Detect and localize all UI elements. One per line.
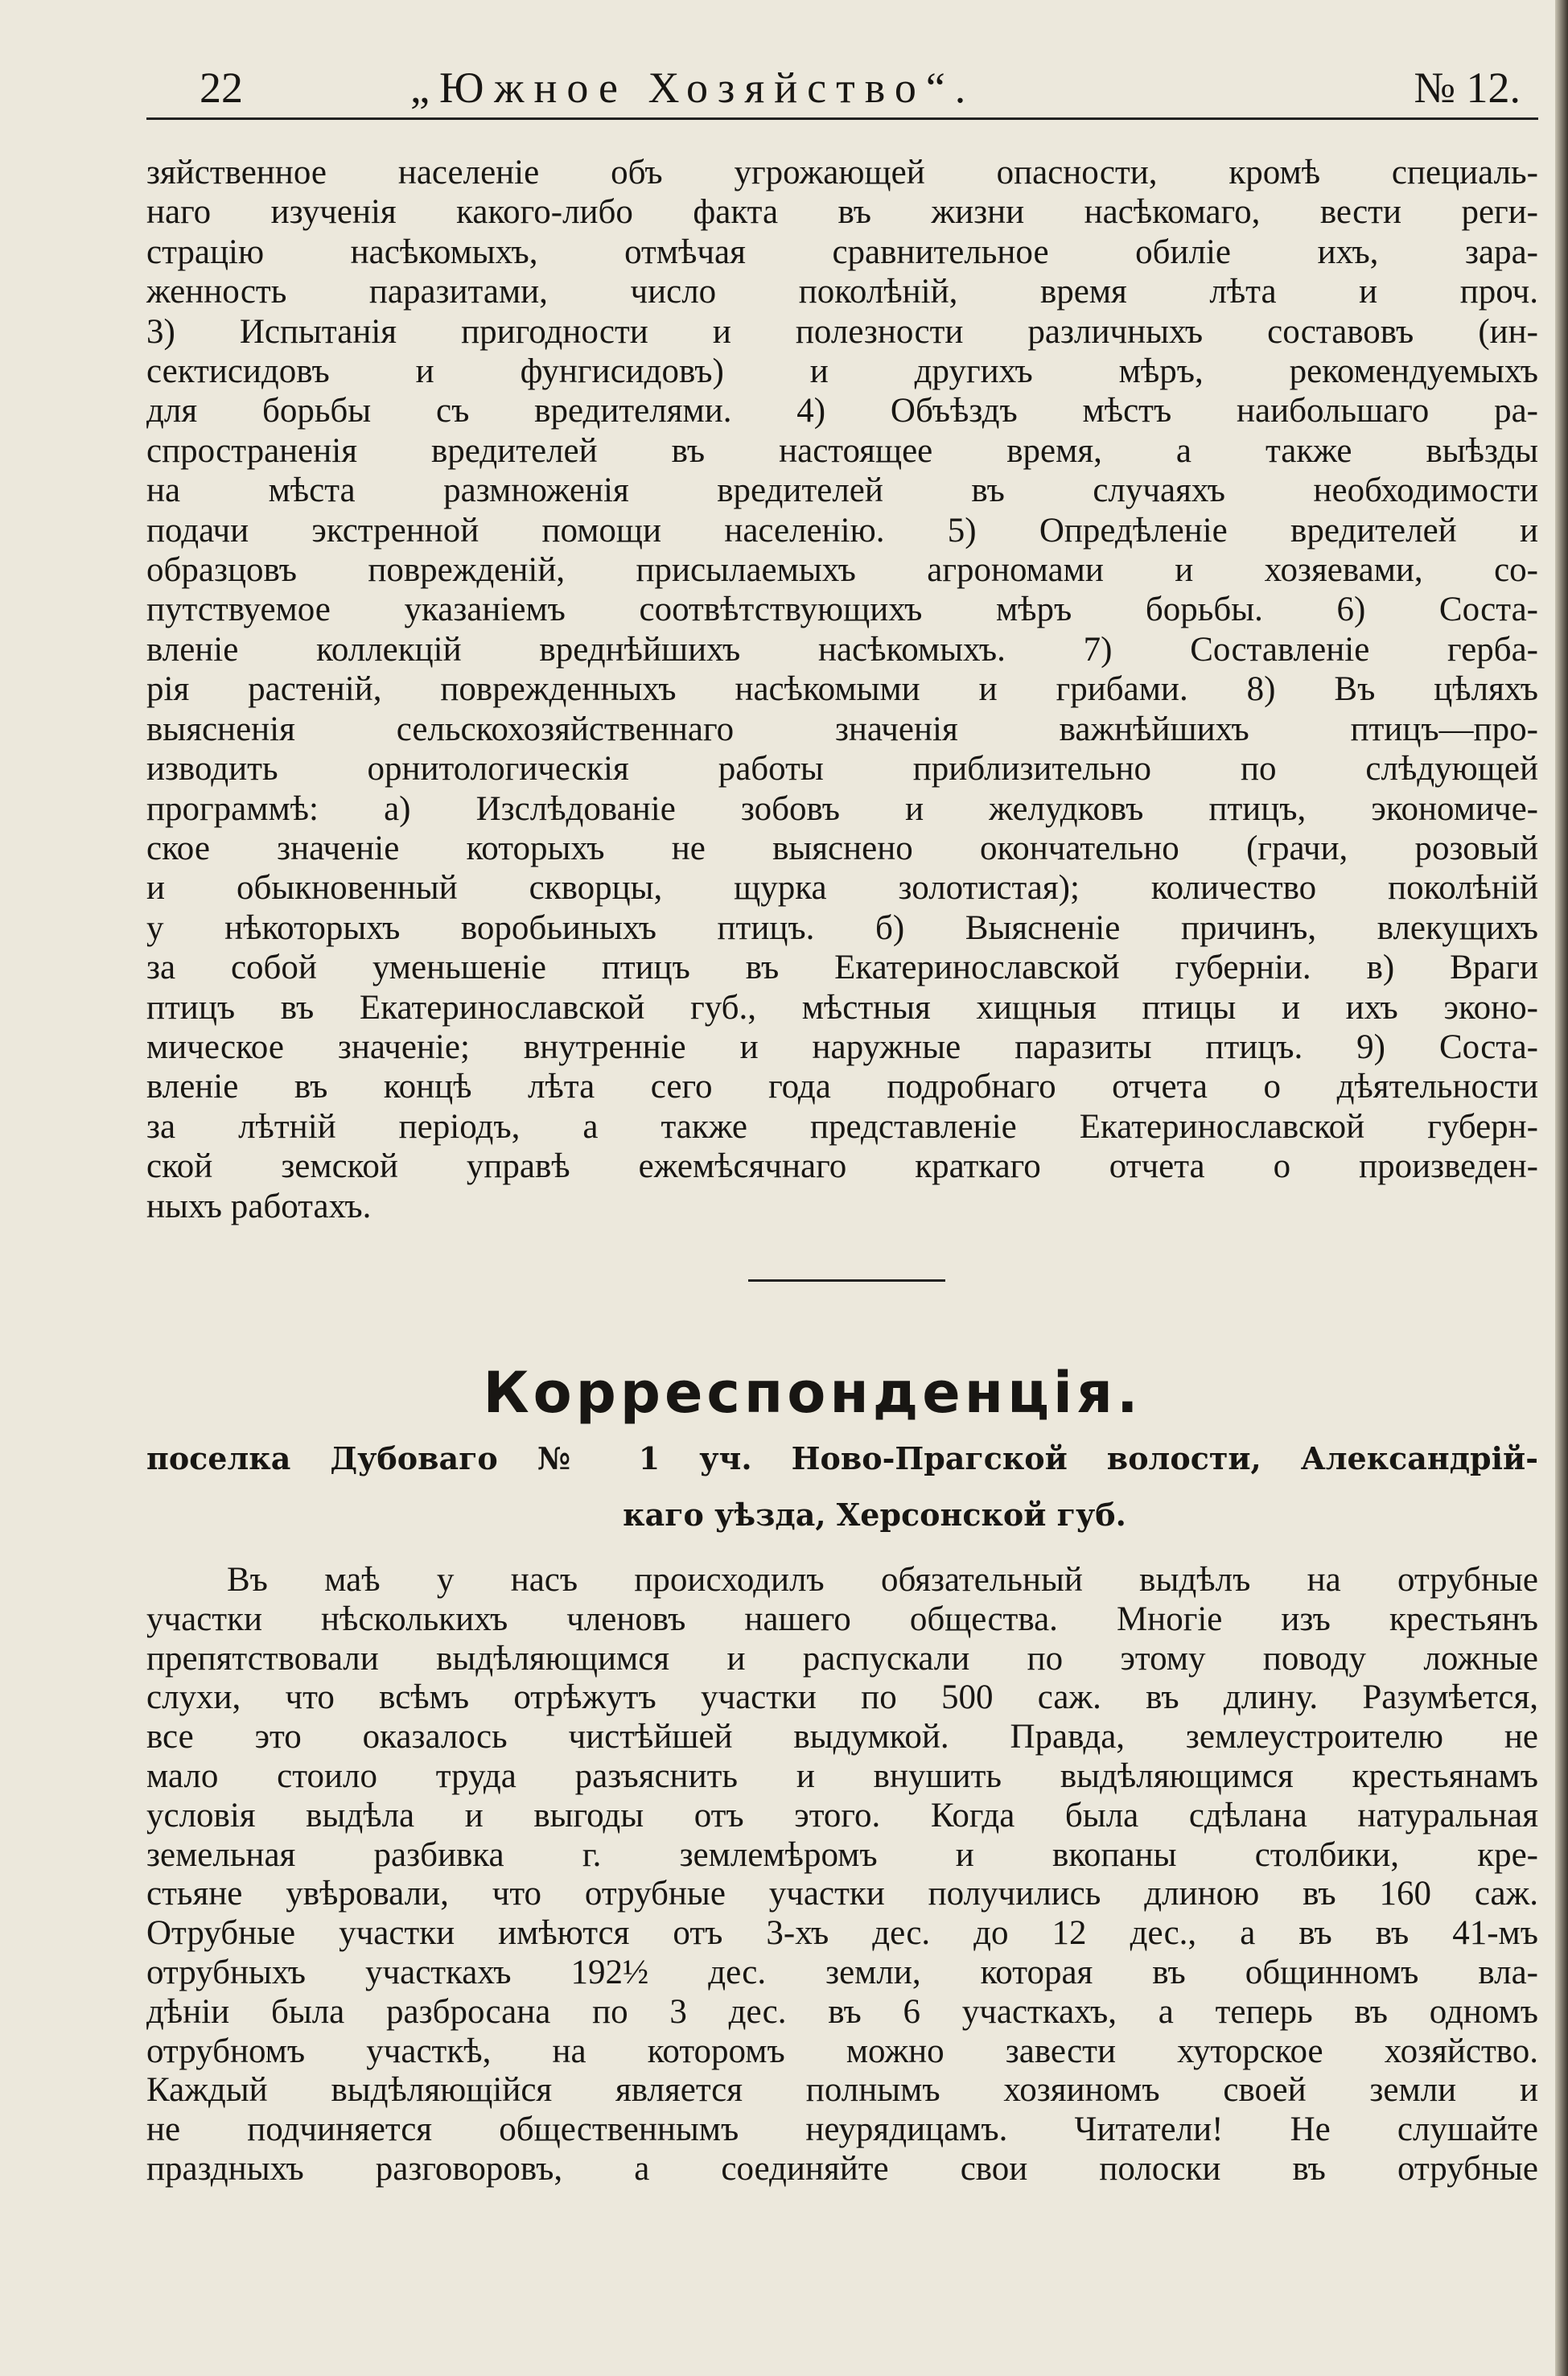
section-title: Корреспонденція. [483, 1360, 1142, 1426]
text-line: препятствовали выдѣляющимся и распускали по этому поводу ложные [146, 1639, 1538, 1678]
text-line: вленіе коллекцій вреднѣйшихъ насѣкомыхъ. 7) Составленіе герба- [146, 630, 1538, 669]
text-line: слухи, что всѣмъ отрѣжутъ участки по 500 саж. въ длину. Разумѣется, [146, 1678, 1538, 1717]
text-line: спространенія вредителей въ настоящее время, а также выѣзды [146, 431, 1538, 470]
text-line: Каждый выдѣляющійся является полнымъ хозяиномъ своей земли и [146, 2071, 1538, 2110]
text-line: ныхъ работахъ. [146, 1187, 372, 1225]
header-rule [146, 117, 1538, 120]
text-line: ской земской управѣ ежемѣсячнаго краткаго отчета о произведен- [146, 1147, 1538, 1186]
text-line: образцовъ поврежденій, присылаемыхъ агрономами и хозяевами, со- [146, 551, 1538, 590]
text-line: для борьбы съ вредителями. 4) Объѣздъ мѣстъ наибольшаго ра- [146, 392, 1538, 430]
text-line: участки нѣсколькихъ членовъ нашего общества. Многіе изъ крестьянъ [146, 1600, 1538, 1638]
top-paragraph [146, 153, 1538, 1226]
issue-number: № 12. [1414, 64, 1521, 112]
text-line: наго изученія какого-либо факта въ жизни насѣкомаго, вести реги- [146, 193, 1538, 232]
text-line: земельная разбивка г. землемѣромъ и вкопаны столбики, кре- [146, 1835, 1538, 1874]
text-line: за лѣтній періодъ, а также представленіе Екатеринославской губерн- [146, 1107, 1538, 1146]
text-line: и обыкновенный скворцы, щурка золотистая); количество поколѣній [146, 869, 1538, 908]
text-line: стьяне увѣровали, что отрубные участки получились длиною въ 160 саж. [146, 1875, 1538, 1913]
text-line: Отрубные участки имѣются отъ 3-хъ дес. до 12 дес., а въ въ 41-мъ [146, 1914, 1538, 1953]
text-line: Въ маѣ у насъ происходилъ обязательный выдѣлъ на отрубные [227, 1561, 1538, 1599]
text-line: не подчиняется общественнымъ неурядицамъ. Читатели! Не слушайте [146, 2110, 1538, 2149]
text-line: выясненія сельскохозяйственнаго значенія важнѣйшихъ птицъ—про- [146, 710, 1538, 748]
page-edge [1555, 0, 1568, 2376]
text-line: женность паразитами, число поколѣній, время лѣта и проч. [146, 273, 1538, 311]
text-line: вленіе въ концѣ лѣта сего года подробнаго отчета о дѣятельности [146, 1068, 1538, 1106]
text-line: мало стоило труда разъяснить и внушить выдѣляющимся крестьянамъ [146, 1756, 1538, 1795]
text-line: за собой уменьшеніе птицъ въ Екатеринославской губерніи. в) Враги [146, 949, 1538, 987]
text-line: праздныхъ разговоровъ, а соединяйте свои полоски въ отрубные [146, 2149, 1538, 2188]
text-line: ское значеніе которыхъ не выяснено окончательно (грачи, розовый [146, 829, 1538, 867]
text-line: дѣніи была разбросана по 3 дес. въ 6 участкахъ, а теперь въ одномъ [146, 1992, 1538, 2031]
text-line: у нѣкоторыхъ воробьиныхъ птицъ. б) Выясненіе причинъ, влекущихъ [146, 908, 1538, 947]
text-line: условія выдѣла и выгоды отъ этого. Когда была сдѣлана натуральная [146, 1796, 1538, 1835]
text-line: изводить орнитологическія работы приблизительно по слѣдующей [146, 750, 1538, 789]
text-line: птицъ въ Екатеринославской губ., мѣстныя хищныя птицы и ихъ эконо- [146, 988, 1538, 1027]
page-number: 22 [200, 64, 243, 112]
text-line: все это оказалось чистѣйшей выдумкой. Правда, землеустроителю не [146, 1718, 1538, 1756]
correspondence-subtitle: поселка Дубоваго № 1 уч. Ново-Прагской волости, Александрій- [146, 1440, 1538, 1476]
text-line: отрубныхъ участкахъ 192½ дес. земли, которая въ общинномъ вла- [146, 1953, 1538, 1991]
text-line: мическое значеніе; внутренніе и наружные паразиты птицъ. 9) Соста- [146, 1027, 1538, 1066]
text-line: отрубномъ участкѣ, на которомъ можно завести хуторское хозяйство. [146, 2032, 1538, 2070]
text-line: на мѣста размноженія вредителей въ случаяхъ необходимости [146, 471, 1538, 510]
text-line: рія растеній, поврежденныхъ насѣкомыми и грибами. 8) Въ цѣляхъ [146, 670, 1538, 709]
section-separator [748, 1279, 945, 1282]
journal-title: „Южное Хозяйство“. [410, 64, 976, 112]
text-line: 3) Испытанія пригодности и полезности различныхъ составовъ (ин- [146, 312, 1538, 351]
text-line: сектисидовъ и фунгисидовъ) и другихъ мѣръ, рекомендуемыхъ [146, 352, 1538, 391]
text-line: программѣ: а) Изслѣдованіе зобовъ и желудковъ птицъ, экономиче- [146, 789, 1538, 828]
text-line: зяйственное населеніе объ угрожающей опасности, кромѣ специаль- [146, 154, 1538, 191]
page-header [145, 63, 1529, 119]
text-line: путствуемое указаніемъ соотвѣтствующихъ мѣръ борьбы. 6) Соста- [146, 591, 1538, 629]
text-line: подачи экстренной помощи населенію. 5) Опредѣленіе вредителей и [146, 511, 1538, 550]
correspondence-subtitle: каго уѣзда, Херсонской губ. [623, 1497, 1126, 1533]
correspondence-paragraph [146, 1561, 1538, 2189]
text-line: страцію насѣкомыхъ, отмѣчая сравнительное обиліе ихъ, зара- [146, 233, 1538, 271]
